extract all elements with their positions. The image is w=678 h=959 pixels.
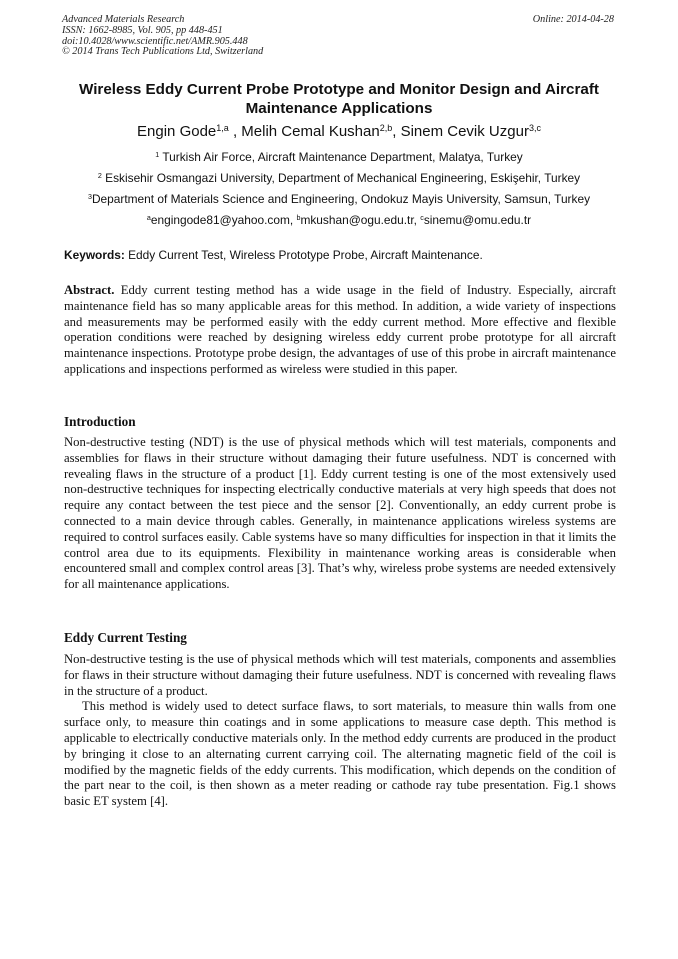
eddy-current-paragraph: Non-destructive testing is the use of physical methods which will test materials, components and assemblies for flaws in their structure without damaging their future usefulness. NDT is concerned with revealing flaws in the structure of a product. bbox=[64, 652, 616, 698]
journal-header bbox=[62, 15, 614, 58]
journal-issn: ISSN: 1662-8985, Vol. 905, pp 448-451 bbox=[62, 24, 223, 36]
affiliation-number: 3 bbox=[87, 193, 92, 202]
journal-copyright: © 2014 Trans Tech Publications Ltd, Switzerland bbox=[62, 46, 264, 58]
keywords-text: Eddy Current Test, Wireless Prototype Probe, Aircraft Maintenance. bbox=[128, 248, 483, 262]
author-name: Melih Cemal Kushan bbox=[241, 123, 380, 140]
email-address: sinemu@omu.edu.tr bbox=[423, 213, 532, 227]
email-address: engingode81@yahoo.com, bbox=[150, 213, 297, 227]
affiliation-number: 1 bbox=[155, 151, 160, 160]
affiliation bbox=[40, 171, 638, 186]
affiliation bbox=[40, 192, 638, 207]
keywords bbox=[64, 248, 616, 263]
author-list bbox=[40, 122, 638, 142]
abstract-text: Eddy current testing method has a wide usage in the field of Industry. Especially, aircraft maintenance field has so many applicable areas for this method. In addition, a wide variety of inspections and measurements may be performed easily with the eddy current method. More effective and flexible operation conditions were reached by designing wireless eddy current probe prototype for all aircraft maintenance inspections. Prototype probe design, the advantages of use of this probe in aircraft maintenance applications and inspections performed as wireless were studied in this paper. bbox=[64, 283, 616, 376]
eddy-current-section bbox=[64, 652, 616, 810]
affiliation-text: Turkish Air Force, Aircraft Maintenance Department, Malatya, Turkey bbox=[162, 150, 523, 164]
email-superscript: c bbox=[420, 214, 424, 223]
abstract bbox=[64, 283, 616, 378]
affiliation-number: 2 bbox=[97, 172, 102, 181]
eddy-current-paragraph: This method is widely used to detect surface flaws, to sort materials, to measure thin walls from one surface only, to measure thin coatings and in some applications to measure case depth. This method is applicable to electrically conductive materials only. In the method eddy currents are produced in the product by bringing it close to an alternating current carrying coil. The alternating magnetic field of the coil is modified by the magnetic fields of the eddy currents. This modification, which depends on the condition of the part near to the coil, is then shown as a meter reading or cathode ray tube presentation. Fig.1 shows basic ET system [4]. bbox=[64, 699, 616, 809]
author-superscript: 2,b bbox=[379, 123, 393, 134]
online-date: Online: 2014-04-28 bbox=[532, 14, 614, 25]
email-list bbox=[40, 213, 638, 228]
journal-doi: doi:10.4028/www.scientific.net/AMR.905.448 bbox=[62, 35, 248, 47]
email-superscript: b bbox=[296, 214, 301, 223]
introduction-paragraph: Non-destructive testing (NDT) is the use of physical methods which will test materials, components and assemblies for flaws in their structure without damaging their future usefulness. NDT is concerned with revealing flaws in the structure of a product [1]. Eddy current testing is one of the most extensively used non-destructive techniques for inspecting electrically conductive materials at very high speeds that does not require any contact between the test piece and the sensor [2]. Conventionally, an eddy current probe is connected to a main device through cables. Generally, in maintenance applications wireless systems are required to control surfaces easily. Cable systems have so many difficulties for inspection in that it limits the control area due to its equipments. Flexibility in maintenance working areas is considerable when encountered small and complex control areas [3]. That’s why, wireless probe systems are needed extensively for all maintenance applications. bbox=[64, 435, 616, 592]
email-superscript: a bbox=[146, 214, 151, 223]
author-separator: , bbox=[228, 123, 242, 140]
author-name: Sinem Cevik Uzgur bbox=[400, 123, 529, 140]
paper-title: Wireless Eddy Current Probe Prototype and Monitor Design and Aircraft Maintenance Applications bbox=[79, 81, 599, 117]
affiliation bbox=[40, 150, 638, 165]
abstract-label: Abstract. bbox=[64, 283, 115, 297]
keywords-label: Keywords: bbox=[64, 248, 125, 262]
journal-name: Advanced Materials Research bbox=[62, 14, 185, 25]
author-superscript: 1,a bbox=[216, 123, 229, 134]
author-superscript: 3,c bbox=[528, 123, 541, 134]
author-name: Engin Gode bbox=[137, 123, 217, 140]
section-heading-eddy-current: Eddy Current Testing bbox=[64, 630, 187, 645]
affiliation-text: Eskisehir Osmangazi University, Department of Mechanical Engineering, Eskişehir, Turkey bbox=[105, 171, 581, 185]
email-address: mkushan@ogu.edu.tr, bbox=[300, 213, 421, 227]
section-heading-introduction: Introduction bbox=[64, 414, 136, 429]
affiliation-text: Department of Materials Science and Engineering, Ondokuz Mayis University, Samsun, Turkey bbox=[91, 192, 591, 206]
author-separator: , bbox=[392, 123, 401, 140]
